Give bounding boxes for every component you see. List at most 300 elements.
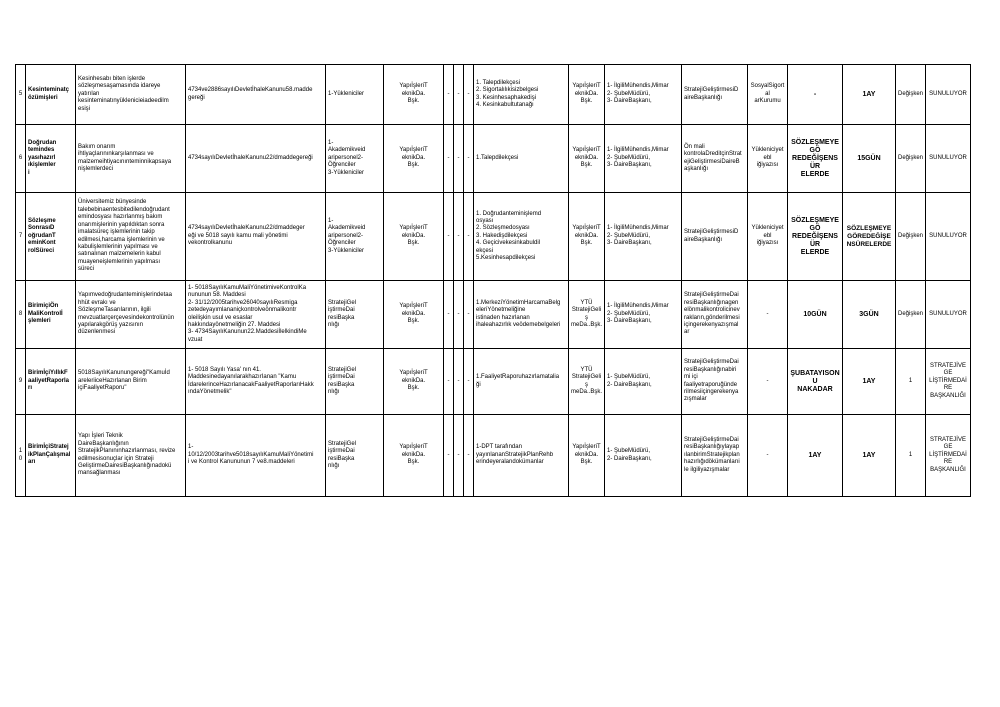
required-documents-line: ği: [476, 381, 481, 388]
dash-2: -: [454, 281, 464, 349]
required-documents-line: yayınlananStratejikPlanRehb: [476, 451, 554, 458]
actors-line: 1-: [328, 217, 334, 224]
process-name-line: temindes: [28, 147, 55, 154]
actors-line: 1-: [328, 139, 334, 146]
row-number: 10: [16, 415, 26, 497]
actors-line: Akademikveid: [328, 225, 366, 232]
period-line: ELERDE: [800, 248, 830, 256]
related-department-line: ılanbirimStratejikplan: [684, 451, 740, 458]
related-department-line: elönmalikontrolicinev: [684, 307, 740, 314]
required-documents-line: 4. Kesinkabultutanağı: [476, 101, 534, 108]
process-description-line: malzemeihtiyacınınteminnikapsaya: [78, 158, 172, 165]
process-description-line: areleriiceHazırlanan Birim: [78, 377, 147, 384]
legal-basis-line: hakkındayönetmeliğin 27. Maddesi: [188, 321, 281, 328]
dash-1: -: [444, 65, 454, 125]
required-documents-line: 1.Talepdilekçesi: [476, 154, 519, 161]
change: 1: [896, 349, 926, 415]
process-name-line: rı: [28, 385, 33, 392]
actors: [326, 415, 384, 497]
change: Değişken: [896, 125, 926, 193]
process-description-line: satınalınan malzemelerin kabul: [78, 251, 161, 258]
process-description-line: hhüt evrakı ve: [78, 299, 116, 306]
responsible-unit: [384, 281, 444, 349]
other-institution: [748, 349, 788, 415]
responsible-unit-line: Bşk.: [407, 98, 420, 105]
legal-basis-line: ındaYönetmelik": [188, 388, 232, 395]
process-description: [76, 415, 186, 497]
responsible-unit: [384, 193, 444, 281]
legal-basis-line: vekontrolkanunu: [188, 240, 233, 247]
related-department-line: StratejiGeliştirmesiD: [684, 229, 739, 236]
legal-basis: [186, 125, 326, 193]
processing-unit-line: StratejiGeliş: [571, 307, 602, 321]
process-name: [26, 125, 76, 193]
staff-line: 1- İlgiliMühendis,Mimar: [607, 83, 669, 90]
responsible-unit-line: eknikDa.: [401, 310, 426, 317]
table-row: [16, 193, 971, 281]
period: [788, 349, 843, 415]
process-description-line: esişi: [78, 105, 91, 112]
period: [788, 281, 843, 349]
process-name-line: eminKont: [28, 240, 56, 247]
related-department-line: içingerekenyazışmal: [684, 321, 739, 328]
actors-line: iştirmeDai: [328, 448, 355, 455]
staff-line: 1- İlgiliMühendis,Mimar: [607, 147, 669, 154]
other-institution-line: SosyalSigortal: [750, 83, 785, 97]
dash-3: -: [464, 349, 474, 415]
related-department-line: resiBaşkanlığınagen: [684, 299, 739, 306]
dash-1: -: [444, 349, 454, 415]
process-description-line: ihtiyaçlarınınkarşılanması ve: [78, 151, 154, 158]
process-name-line: oğrudanT: [28, 232, 56, 239]
actors-line: Akademikveid: [328, 147, 366, 154]
processing-unit-line: eknikDa.: [574, 154, 599, 161]
dash-2: -: [454, 349, 464, 415]
related-department-line: rakların,gönderilmesi: [684, 314, 740, 321]
period: [788, 193, 843, 281]
legal-basis-line: 1- 5018 Sayılı Yasa' nın 41.: [188, 366, 261, 373]
process-name-line: şlemleri: [28, 318, 51, 325]
dash-2: -: [454, 415, 464, 497]
change: 1: [896, 415, 926, 497]
actors-line: StratejiGel: [328, 299, 357, 306]
process-description-line: düzenlenmesi: [78, 329, 116, 336]
related-department: [682, 349, 748, 415]
actors-line: aripersonel2-: [328, 154, 364, 161]
process-description-line: kesinteminatınyüklenicieiadeedilm: [78, 98, 169, 105]
related-department-line: zışmalar: [684, 396, 707, 403]
other-institution-line: Yükleniciyetebl: [751, 147, 784, 161]
duration: 1AY: [843, 349, 896, 415]
legal-basis-line: vzuat: [188, 336, 203, 343]
process-description-line: yatırılan: [78, 90, 100, 97]
row-number: 9: [16, 349, 26, 415]
status: [926, 415, 971, 497]
related-department-line: hazırlığıdökümanlarıi: [684, 459, 740, 466]
responsible-unit-line: YapıİşleriT: [399, 83, 428, 90]
required-documents: [474, 281, 569, 349]
process-name-line: Doğrudan: [28, 139, 57, 146]
process-description-line: Bakım onarım: [78, 143, 116, 150]
process-description-line: Kesinhesabı biten işlerde: [78, 75, 146, 82]
required-documents-line: osyası: [476, 217, 494, 224]
process-description-line: StratejikPlanınınhazırlanması, revize: [78, 448, 176, 455]
actors-line: nlığı: [328, 388, 340, 395]
status: [926, 65, 971, 125]
process-description-line: edilmesisonuçlar için Strateji: [78, 455, 154, 462]
responsible-unit-line: YapıİşleriT: [399, 147, 428, 154]
dash-1: -: [444, 281, 454, 349]
process-name: [26, 281, 76, 349]
legal-basis-line: 4734ve2886sayılıDevletİhaleKanunu58.madde: [188, 87, 313, 94]
legal-basis-line: MaddesinedayanılarakhazırIanan "Kamu: [188, 374, 297, 381]
responsible-unit-line: YapıİşleriT: [399, 444, 428, 451]
related-department-line: resiBaşkanlığıylayap: [684, 444, 740, 451]
process-name-line: ikPlanÇalışmal: [28, 451, 71, 458]
process-description-line: muayeneişlemlerinin yapılması: [78, 258, 161, 265]
related-department: [682, 281, 748, 349]
process-name-line: Kesinteminatç: [28, 87, 70, 94]
staff-line: 3- DaireBaşkanı,: [607, 318, 652, 325]
processing-unit-line: Bşk.: [580, 162, 593, 169]
related-department-line: StratejiGeliştirmeDai: [684, 292, 739, 299]
period: [788, 125, 843, 193]
dash-2: -: [454, 125, 464, 193]
change: Değişken: [896, 65, 926, 125]
required-documents: [474, 415, 569, 497]
dash-3: -: [464, 415, 474, 497]
responsible-unit-line: YapıİşleriT: [399, 303, 428, 310]
related-department-line: Ön mali: [684, 143, 705, 150]
status-line: BAŞKANLIĞI: [930, 466, 966, 473]
required-documents-line: istinaden hazırlanan: [476, 314, 530, 321]
actors: [326, 193, 384, 281]
actors-line: StratejiGel: [328, 440, 357, 447]
required-documents-line: ihaleahazırlık veödemebelgeleri: [476, 321, 561, 328]
period-line: NAKADAR: [797, 385, 833, 393]
actors-line: iştirmeDai: [328, 307, 355, 314]
process-description-line: mevzuatlarçerçevesindekontrolünün: [78, 314, 175, 321]
responsible-unit-line: Bşk.: [407, 459, 420, 466]
other-institution: [748, 281, 788, 349]
process-name-line: BirimiçiÖn: [28, 303, 59, 310]
period-line: 10GÜN: [803, 310, 827, 318]
legal-basis: [186, 349, 326, 415]
actors-line: StratejiGel: [328, 366, 357, 373]
process-description-line: nişlemlerdeci: [78, 165, 114, 172]
process-name-line: Sözleşme: [28, 217, 56, 224]
status: [926, 193, 971, 281]
table-row: [16, 349, 971, 415]
legal-basis: [186, 415, 326, 497]
period-line: ŞUBATAYISONU: [790, 369, 840, 385]
responsible-unit: [384, 349, 444, 415]
change: Değişken: [896, 193, 926, 281]
process-description-line: imalatsüreç işlemlerinin takip: [78, 229, 155, 236]
duration: 1AY: [843, 65, 896, 125]
required-documents-line: 1.MerkeziYönetimHarcamaBelg: [476, 299, 561, 306]
processing-unit-line: eknikDa.: [574, 232, 599, 239]
period-line: 1AY: [808, 451, 822, 459]
related-department-line: aireBaşkanlığı: [684, 236, 723, 243]
status-line: SUNULUYOR: [929, 310, 967, 317]
process-description: [76, 65, 186, 125]
staff: [605, 281, 682, 349]
staff-line: 1- İlgiliMühendis,Mimar: [607, 303, 669, 310]
related-department: [682, 193, 748, 281]
process-description-line: kabulişlemlerinin yapılması ve: [78, 243, 158, 250]
related-department-line: ejiGeliştirmesiDaireB: [684, 158, 740, 165]
dash-3: -: [464, 125, 474, 193]
duration: SÖZLEŞMEYE GÖREDEĞİŞE NSÜRELERDE: [843, 193, 896, 281]
actors-line: resiBaşka: [328, 314, 355, 321]
legal-basis-line: 1-: [188, 444, 194, 451]
processing-unit-line: YTÜ: [580, 299, 593, 306]
period-line: ELERDE: [800, 170, 830, 178]
staff-line: 2- ŞubeMüdürü,: [607, 90, 651, 97]
related-department: [682, 65, 748, 125]
process-description-line: talebebinaentesbitedilendoğrudant: [78, 206, 170, 213]
period-line: -: [813, 90, 817, 98]
processing-unit: [569, 281, 605, 349]
process-description-line: SözleşmeTasarılarının, ilgili: [78, 307, 151, 314]
process-description-line: DaireBaşkanlığının: [78, 440, 129, 447]
actors-line: aripersonel2-: [328, 232, 364, 239]
staff-line: 3- DaireBaşkanı,: [607, 98, 652, 105]
process-description: [76, 193, 186, 281]
responsible-unit-line: Bşk.: [407, 240, 420, 247]
other-institution-line: -: [766, 377, 769, 384]
process-name-line: yasıhazırl: [28, 154, 56, 161]
required-documents-line: 1.FaaliyetRaporuhazırlamatalia: [476, 374, 560, 381]
change: Değişken: [896, 281, 926, 349]
legal-basis-line: oleilişkin usul ve esaslar: [188, 314, 253, 321]
legal-basis-line: 1- 5018SayılıKamuMaliYönetimiveKontrolKa: [188, 284, 307, 291]
responsible-unit-line: eknikDa.: [401, 154, 426, 161]
other-institution-line: -: [766, 310, 769, 317]
row-number: 6: [16, 125, 26, 193]
period-line: SÖZLEŞMEYEGÖ: [791, 216, 839, 232]
process-description: [76, 349, 186, 415]
responsible-unit-line: Bşk.: [407, 385, 420, 392]
responsible-unit-line: eknikDa.: [401, 377, 426, 384]
processing-unit-line: YapıİşleriT: [572, 147, 601, 154]
staff: [605, 349, 682, 415]
process-description-line: 5018SayılıKanunungereği"Kamuİd: [78, 370, 170, 377]
processing-unit-line: YapıİşleriT: [572, 225, 601, 232]
related-department: [682, 415, 748, 497]
staff-line: 3- DaireBaşkanı,: [607, 240, 652, 247]
process-name: [26, 193, 76, 281]
related-department-line: faaliyetraporuğünde: [684, 381, 738, 388]
status: [926, 281, 971, 349]
related-department-line: mi içi: [684, 374, 698, 381]
status-line: SUNULUYOR: [929, 232, 967, 239]
related-department-line: StratejiGeliştirmeDai: [684, 359, 739, 366]
other-institution: [748, 125, 788, 193]
row-number: 7: [16, 193, 26, 281]
related-department-line: le ilgiliyazışmalar: [684, 466, 730, 473]
status-line: STRATEJİVEGE: [930, 436, 966, 451]
required-documents-line: eleriYönetmeliğine: [476, 307, 526, 314]
table-row: [16, 281, 971, 349]
processing-unit-line: Bşk.: [580, 240, 593, 247]
process-description-line: onarımişlerinin yapıldıktan sonra: [78, 221, 165, 228]
processing-unit: [569, 65, 605, 125]
actors-line: nlığı: [328, 321, 340, 328]
actors: [326, 65, 384, 125]
related-department-line: StratejiGeliştirmesiD: [684, 87, 739, 94]
required-documents: [474, 349, 569, 415]
related-department-line: ar: [684, 329, 690, 336]
required-documents-line: 2. Sigortalılıkisizbelgesi: [476, 87, 539, 94]
legal-basis-line: 4734sayılıDevletİhaleKanunu22/dmaddeger: [188, 225, 305, 232]
dash-3: -: [464, 281, 474, 349]
other-institution: [748, 415, 788, 497]
processing-unit: [569, 415, 605, 497]
dash-1: -: [444, 193, 454, 281]
legal-basis-line: İdarelerinceHazırlanacakFaaliyetRaporlarıHakk: [188, 381, 314, 388]
staff: [605, 65, 682, 125]
actors-line: Öğrenciler: [328, 240, 356, 247]
process-name-line: rolSüreci: [28, 247, 55, 254]
staff-line: 2- ŞubeMüdürü,: [607, 232, 651, 239]
staff-line: 2- ŞubeMüdürü,: [607, 310, 651, 317]
processing-unit-line: meDa..Bşk.: [571, 321, 603, 328]
required-documents-line: 1-DPT tarafından: [476, 444, 522, 451]
other-institution-line: arKurumu: [754, 98, 781, 105]
processing-unit-line: meDa..Bşk.: [571, 388, 603, 395]
period: [788, 65, 843, 125]
processing-unit-line: YapıİşleriT: [572, 83, 601, 90]
table-row: [16, 65, 971, 125]
related-department: [682, 125, 748, 193]
actors-line: 3-Yükleniciler: [328, 247, 365, 254]
actors: [326, 125, 384, 193]
process-table: [15, 64, 971, 497]
process-description-line: edilmesi,harcama işlemlerinin ve: [78, 236, 165, 243]
table-row: [16, 125, 971, 193]
legal-basis: [186, 281, 326, 349]
process-description-line: süreci: [78, 266, 95, 273]
status: [926, 349, 971, 415]
dash-1: -: [444, 125, 454, 193]
legal-basis-line: i ve Kontrol Kanununun 7 ve8.maddeleri: [188, 459, 295, 466]
legal-basis-line: 4734sayılıDevletİhaleKanunu22/dmaddegereği: [188, 154, 313, 161]
other-institution-line: iğiyazısı: [756, 240, 779, 247]
processing-unit-line: eknikDa.: [574, 451, 599, 458]
required-documents-line: 1. Talepdilekçesi: [476, 79, 520, 86]
process-description-line: yapılarakgörüş yazısının: [78, 321, 144, 328]
processing-unit-line: StratejiGeliş: [571, 374, 602, 388]
other-institution-line: -: [766, 451, 769, 458]
process-name-line: MaliKontrolİ: [28, 310, 63, 317]
process-name-line: i: [28, 169, 30, 176]
process-description: [76, 281, 186, 349]
legal-basis: [186, 193, 326, 281]
process-name: [26, 349, 76, 415]
process-name-line: SonrasıD: [28, 225, 55, 232]
staff-line: 1- İlgiliMühendis,Mimar: [607, 225, 669, 232]
legal-basis-line: nununun 58. Maddesi: [188, 292, 246, 299]
responsible-unit-line: Bşk.: [407, 162, 420, 169]
staff-line: 1- ŞubeMüdürü,: [607, 374, 651, 381]
responsible-unit: [384, 415, 444, 497]
process-description-line: Yapı İşleri Teknik: [78, 433, 123, 440]
process-description-line: emindosyası hazırlanmış bakım: [78, 214, 163, 221]
required-documents-line: 4. Geçicivekesinkabuldil: [476, 240, 541, 247]
staff: [605, 125, 682, 193]
process-name-line: özümişleri: [28, 94, 58, 101]
period-line: REDEĞİŞENSÜR: [792, 154, 838, 170]
actors-line: nlığı: [328, 462, 340, 469]
related-department-line: aireBaşkanlığı: [684, 94, 723, 101]
status-line: SUNULUYOR: [929, 90, 967, 97]
required-documents-line: 3. Hakedişdilekçesi: [476, 232, 528, 239]
status-line: STRATEJİVEGE: [930, 362, 966, 377]
processing-unit-line: eknikDa.: [574, 90, 599, 97]
process-description: [76, 125, 186, 193]
dash-2: -: [454, 193, 464, 281]
table-row: [16, 415, 971, 497]
related-department-line: aşkanlığı: [684, 165, 709, 172]
responsible-unit-line: eknikDa.: [401, 451, 426, 458]
other-institution-line: iğiyazısı: [756, 162, 779, 169]
other-institution: [748, 193, 788, 281]
process-description-line: sözleşmesaşamasında idareye: [78, 83, 161, 90]
status-line: LİŞTİRMEDAİRE: [929, 377, 967, 392]
related-department-line: resiBaşkanlığınabiri: [684, 366, 737, 373]
process-name: [26, 65, 76, 125]
process-description-line: içiFaaliyetRaporu": [78, 385, 127, 392]
actors: [326, 349, 384, 415]
dash-3: -: [464, 65, 474, 125]
responsible-unit-line: eknikDa.: [401, 90, 426, 97]
dash-3: -: [464, 193, 474, 281]
process-name-line: BirimİçiStratej: [28, 444, 69, 451]
process-name-line: aaliyetRaporla: [28, 377, 70, 384]
dash-2: -: [454, 65, 464, 125]
period: [788, 415, 843, 497]
processing-unit: [569, 125, 605, 193]
actors-line: Öğrenciler: [328, 162, 356, 169]
process-description-line: Yapımvedoğrudanteminişlerindetaa: [78, 292, 172, 299]
dash-1: -: [444, 415, 454, 497]
duration: 3GÜN: [843, 281, 896, 349]
row-number: 8: [16, 281, 26, 349]
responsible-unit-line: YapıİşleriT: [399, 370, 428, 377]
legal-basis-line: 2- 31/12/2005tarihve26040sayılıResmiga: [188, 299, 298, 306]
responsible-unit: [384, 65, 444, 125]
required-documents-line: 3. Kesinhesaphakedişi: [476, 94, 537, 101]
processing-unit-line: Bşk.: [580, 98, 593, 105]
related-department-line: kontrolaDreditçinStrat: [684, 151, 742, 158]
required-documents-line: ekçesi: [476, 247, 494, 254]
processing-unit: [569, 349, 605, 415]
actors-line: 3-Yükleniciler: [328, 169, 365, 176]
responsible-unit: [384, 125, 444, 193]
process-description-line: mansağlanması: [78, 470, 121, 477]
actors-line: 1-Yükleniciler: [328, 90, 365, 97]
processing-unit-line: Bşk.: [580, 459, 593, 466]
processing-unit-line: YTÜ: [580, 366, 593, 373]
staff: [605, 193, 682, 281]
required-documents: [474, 125, 569, 193]
duration: 1AY: [843, 415, 896, 497]
staff-line: 3- DaireBaşkanı,: [607, 162, 652, 169]
responsible-unit-line: Bşk.: [407, 318, 420, 325]
legal-basis-line: eği ve 5018 sayılı kamu mali yönetimi: [188, 232, 288, 239]
